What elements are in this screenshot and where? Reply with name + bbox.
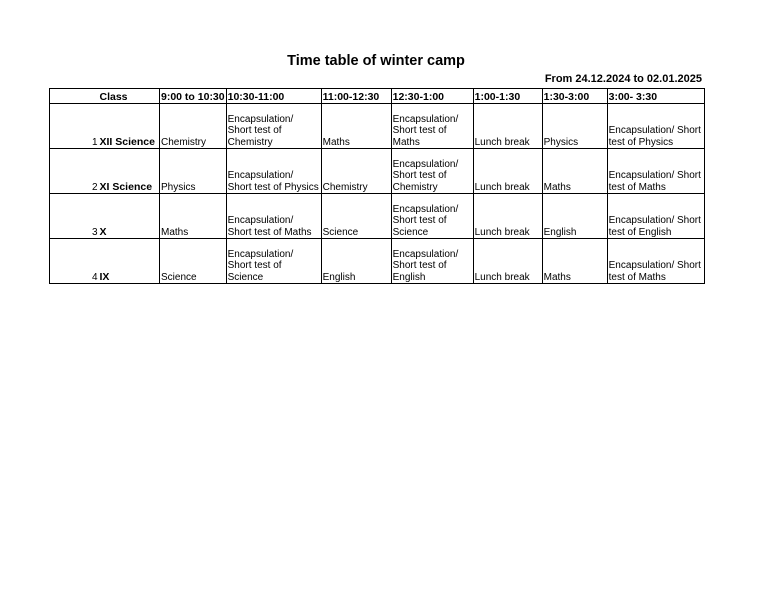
table-cell: Encapsulation/ Short test of Maths xyxy=(391,104,473,149)
table-cell: Encapsulation/ Short test of Physics xyxy=(607,104,704,149)
table-cell: Encapsulation/ Short test of Maths xyxy=(226,194,321,239)
header-cell-slot-6: 1:30-3:00 xyxy=(542,89,607,104)
table-cell: English xyxy=(542,194,607,239)
header-cell-sno xyxy=(50,89,99,104)
table-cell: Science xyxy=(321,194,391,239)
header-cell-slot-1: 9:00 to 10:30 xyxy=(161,90,225,103)
table-cell: Lunch break xyxy=(473,104,542,149)
row-number: 1 xyxy=(50,104,99,149)
header-cell-class: Class xyxy=(99,89,160,104)
header-cell-slot-7: 3:00- 3:30 xyxy=(607,89,704,104)
table-cell: Maths xyxy=(160,194,227,239)
class-name: XII Science xyxy=(99,104,160,149)
class-name: XI Science xyxy=(99,149,160,194)
class-name: X xyxy=(99,194,160,239)
table-cell: Encapsulation/ Short test of Chemistry xyxy=(226,104,321,149)
table-cell: Lunch break xyxy=(473,239,542,284)
table-cell: Encapsulation/ Short test of Science xyxy=(391,194,473,239)
table-cell: Physics xyxy=(160,149,227,194)
row-number: 2 xyxy=(50,149,99,194)
table-cell: Encapsulation/ Short test of Maths xyxy=(607,149,704,194)
table-cell: Maths xyxy=(321,104,391,149)
date-range: From 24.12.2024 to 02.01.2025 xyxy=(544,73,702,85)
header-cell-slot-5: 1:00-1:30 xyxy=(473,89,542,104)
table-cell: Encapsulation/ Short test of Physics xyxy=(226,149,321,194)
table-row xyxy=(50,149,705,194)
page-title: Time table of winter camp xyxy=(287,53,465,69)
table-cell: Maths xyxy=(542,239,607,284)
class-name: IX xyxy=(99,239,160,284)
header-cell-slot-3: 11:00-12:30 xyxy=(321,89,391,104)
table-cell: Lunch break xyxy=(473,149,542,194)
table-row xyxy=(50,104,705,149)
table-row xyxy=(50,239,705,284)
table-cell: English xyxy=(321,239,391,284)
row-number: 4 xyxy=(50,239,99,284)
table-cell: Chemistry xyxy=(160,104,227,149)
table-cell: Chemistry xyxy=(321,149,391,194)
header-cell-slot-2: 10:30-11:00 xyxy=(226,89,321,104)
timetable xyxy=(49,88,705,284)
table-cell: Maths xyxy=(542,149,607,194)
table-cell: Physics xyxy=(542,104,607,149)
header-cell-slot-4: 12:30-1:00 xyxy=(391,89,473,104)
table-cell: Encapsulation/ Short test of English xyxy=(391,239,473,284)
table-header-row xyxy=(50,89,705,104)
table-cell: Lunch break xyxy=(473,194,542,239)
table-cell: Encapsulation/ Short test of Maths xyxy=(607,239,704,284)
table-cell: Encapsulation/ Short test of Science xyxy=(226,239,321,284)
table-cell: Science xyxy=(160,239,227,284)
row-number: 3 xyxy=(50,194,99,239)
table-cell: Encapsulation/ Short test of English xyxy=(607,194,704,239)
table-row xyxy=(50,194,705,239)
table-cell: Encapsulation/ Short test of Chemistry xyxy=(391,149,473,194)
